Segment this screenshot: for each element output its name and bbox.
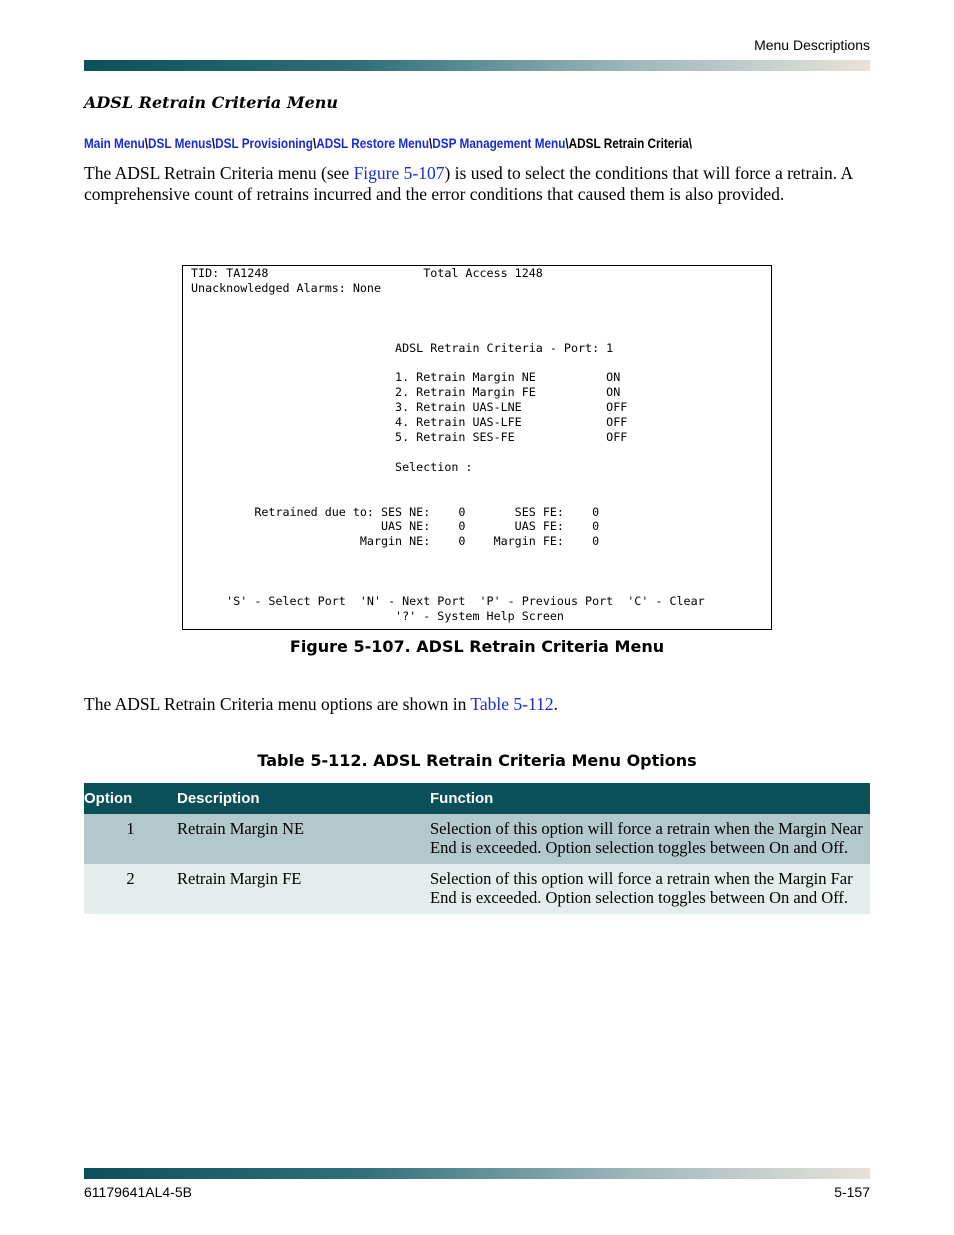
header-rule-bar — [84, 60, 870, 71]
breadcrumb-separator: \ — [312, 135, 317, 151]
table-cell-description: Retrain Margin FE — [177, 864, 430, 914]
terminal-item-1: 1. Retrain Margin NE ON — [191, 370, 621, 385]
table-row — [84, 864, 870, 914]
breadcrumb-adsl-restore-menu[interactable]: ADSL Restore Menu — [316, 135, 430, 151]
terminal-item-3: 3. Retrain UAS-LNE OFF — [191, 400, 628, 415]
table-cell-option: 1 — [84, 814, 177, 864]
terminal-help-system: '?' - System Help Screen — [191, 608, 564, 623]
breadcrumb-dsl-menus[interactable]: DSL Menus — [148, 135, 212, 151]
breadcrumb-separator: \ — [429, 135, 433, 151]
terminal-stats-uas: UAS NE: 0 UAS FE: 0 — [191, 519, 600, 534]
table-cell-description: Retrain Margin NE — [177, 814, 430, 864]
terminal-item-5: 5. Retrain SES-FE OFF — [191, 429, 628, 444]
table-header-row — [84, 783, 870, 814]
breadcrumb-separator: \ — [565, 135, 569, 151]
breadcrumb-dsl-provisioning[interactable]: DSL Provisioning — [215, 135, 313, 151]
intro-text-cont: ) is used to select the conditions that will force a retrain. A comprehensive count of retrains incurred and the error conditions that caused them is also provided. — [84, 163, 853, 204]
section-title: ADSL Retrain Criteria Menu — [84, 93, 339, 112]
intro-paragraph — [84, 163, 870, 205]
footer-rule-bar — [84, 1168, 870, 1179]
terminal-tid-line: TID: TA1248 Total Access 1248 — [191, 266, 543, 280]
terminal-item-2: 2. Retrain Margin FE ON — [191, 385, 621, 400]
breadcrumb-main-menu[interactable]: Main Menu — [84, 135, 145, 151]
terminal-text — [191, 266, 705, 624]
page-number: 5-157 — [834, 1184, 870, 1200]
terminal-screen — [182, 265, 772, 630]
table-header-description: Description — [177, 783, 430, 814]
options-intro-text: The ADSL Retrain Criteria menu options are shown in — [84, 694, 471, 714]
options-table — [84, 783, 870, 914]
terminal-selection-prompt: Selection : — [191, 459, 473, 474]
table-cell-option: 2 — [84, 864, 177, 914]
doc-number: 61179641AL4-5B — [84, 1184, 192, 1200]
table-caption: Table 5-112. ADSL Retrain Criteria Menu Options — [257, 751, 697, 770]
terminal-help-keys: 'S' - Select Port 'N' - Next Port 'P' - Previous Port 'C' - Clear — [191, 593, 705, 608]
table-link[interactable]: Table 5-112 — [470, 694, 554, 714]
table-row — [84, 814, 870, 864]
table-header-option: Option — [84, 783, 177, 814]
terminal-menu-title: ADSL Retrain Criteria - Port: 1 — [191, 340, 614, 355]
terminal-item-4: 4. Retrain UAS-LFE OFF — [191, 415, 628, 430]
breadcrumb — [84, 135, 692, 151]
table-cell-function: Selection of this option will force a retrain when the Margin Far End is exceeded. Option selection toggles between On and Off. — [430, 864, 870, 914]
breadcrumb-current: ADSL Retrain Criteria\ — [568, 135, 692, 151]
breadcrumb-separator: \ — [211, 135, 216, 151]
breadcrumb-separator: \ — [144, 135, 149, 151]
table-header-function: Function — [430, 783, 870, 814]
terminal-stats-margin: Margin NE: 0 Margin FE: 0 — [191, 534, 600, 549]
table-cell-function: Selection of this option will force a retrain when the Margin Near End is exceeded. Option selection toggles between On and Off. — [430, 814, 870, 864]
intro-text: The ADSL Retrain Criteria menu (see — [84, 163, 354, 183]
terminal-alarms-line: Unacknowledged Alarms: None — [191, 280, 381, 295]
running-head: Menu Descriptions — [754, 37, 870, 53]
figure-caption: Figure 5-107. ADSL Retrain Criteria Menu — [289, 637, 665, 656]
options-intro-paragraph — [84, 694, 870, 715]
figure-link[interactable]: Figure 5-107 — [353, 163, 445, 183]
terminal-stats-ses: Retrained due to: SES NE: 0 SES FE: 0 — [191, 504, 600, 519]
options-intro-text-cont: . — [553, 694, 558, 714]
breadcrumb-dsp-management-menu[interactable]: DSP Management Menu — [432, 135, 566, 151]
